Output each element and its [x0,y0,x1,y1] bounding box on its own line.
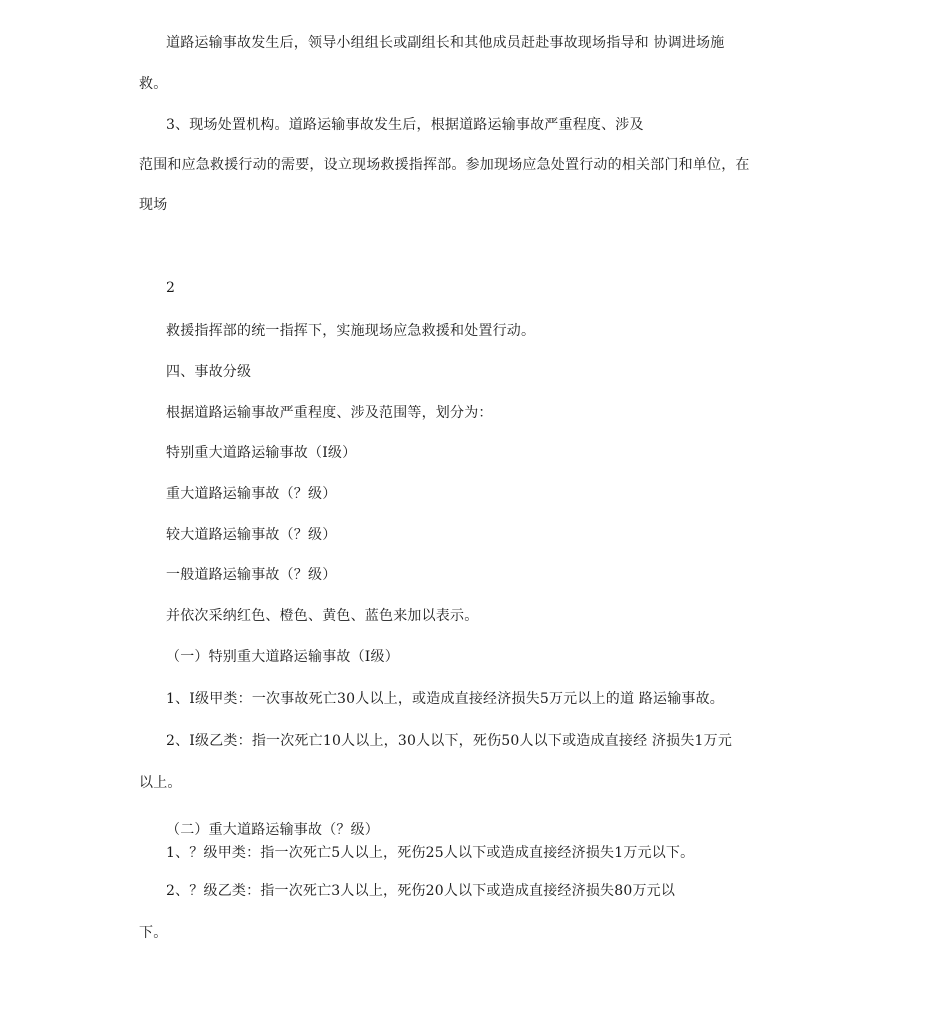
paragraph-line: 根据道路运输事故严重程度、涉及范围等，划分为： [166,405,493,421]
subsection-heading: （二）重大道路运输事故（？级） [166,822,379,838]
list-item: 一般道路运输事故（？级） [166,567,337,583]
paragraph-line: 3、现场处置机构。道路运输事故发生后，根据道路运输事故严重程度、涉及 [166,117,644,133]
paragraph-line: 下。 [139,925,168,941]
page-number: 2 [166,280,176,296]
paragraph-line: 以上。 [139,775,182,791]
paragraph-line: 2、I级乙类：指一次死亡10人以上，30人以下，死伤50人以下或造成直接经 济损失1万元 [166,733,733,749]
paragraph-line: 并依次采纳红色、橙色、黄色、蓝色来加以表示。 [166,608,479,624]
list-item: 重大道路运输事故（？级） [166,486,337,502]
paragraph-line: 1、？级甲类：指一次死亡5人以上，死伤25人以下或造成直接经济损失1万元以下。 [166,845,695,861]
list-item: 较大道路运输事故（？级） [166,527,337,543]
subsection-heading: （一）特别重大道路运输事故（I级） [166,649,399,665]
section-heading: 四、事故分级 [166,364,252,380]
paragraph-line: 救。 [139,76,168,92]
paragraph-line: 2、？级乙类：指一次死亡3人以上，死伤20人以下或造成直接经济损失80万元以 [166,883,676,899]
paragraph-line: 范围和应急救援行动的需要，设立现场救援指挥部。参加现场应急处置行动的相关部门和单位，在 [139,157,750,173]
paragraph-line: 道路运输事故发生后，领导小组组长或副组长和其他成员赶赴事故现场指导和 协调进场施 [166,35,725,51]
paragraph-line: 救援指挥部的统一指挥下，实施现场应急救援和处置行动。 [166,323,536,339]
paragraph-line: 现场 [139,197,168,213]
paragraph-line: 1、I级甲类：一次事故死亡30人以上，或造成直接经济损失5万元以上的道 路运输事故。 [166,691,725,707]
list-item: 特别重大道路运输事故（I级） [166,445,357,461]
